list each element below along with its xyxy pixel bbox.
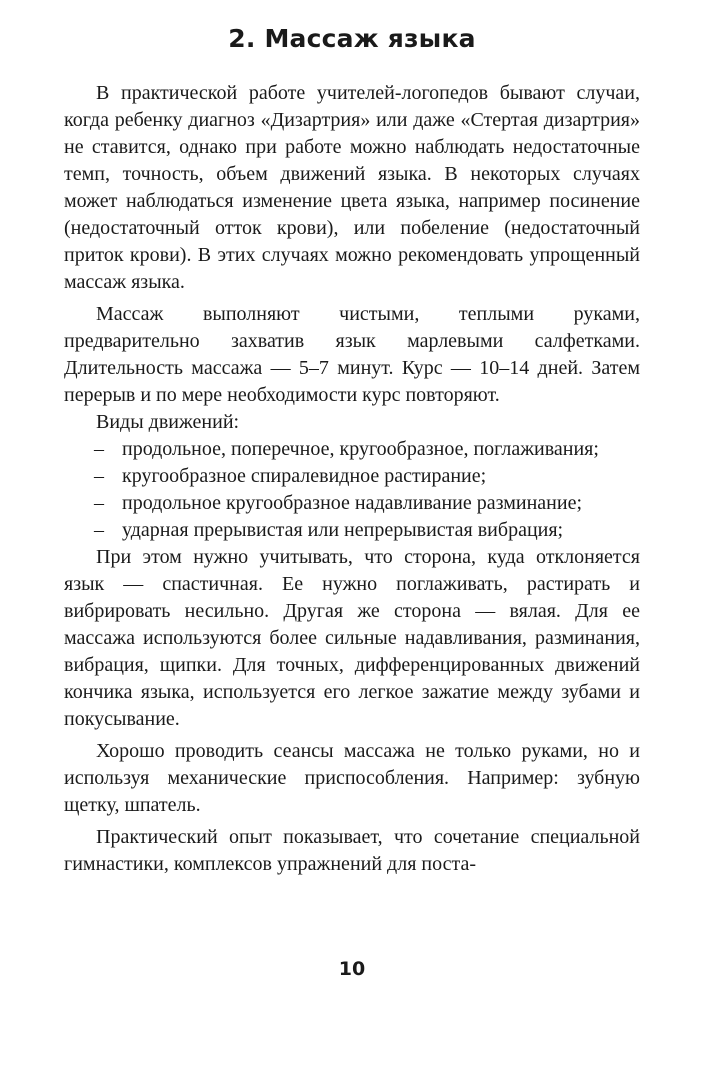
bullet-dash: – — [94, 519, 104, 541]
section-title: 2. Массаж языка — [228, 24, 476, 53]
list-item — [64, 517, 640, 544]
bullet-dash: – — [94, 438, 104, 460]
paragraph-tools: Хорошо проводить сеансы массажа не только руками, но и используя механические приспособления. Например: зубную щетку, шпатель. — [64, 740, 640, 816]
movements-list — [64, 436, 640, 544]
list-item-text: продольное кругообразное надавливание разминание; — [122, 492, 583, 514]
paragraph-massage-method: Массаж выполняют чистыми, теплыми руками, предварительно захватив язык марлевыми салфетками. Длительность массажа — 5–7 минут. Курс — 10–14 дней. Затем перерыв и по мере необходимости курс повторяют. — [64, 303, 640, 406]
list-item-text: продольное, поперечное, кругообразное, поглаживания; — [122, 438, 599, 460]
page-number: 10 — [338, 958, 366, 980]
movements-label: Виды движений: — [96, 411, 240, 433]
list-item — [64, 436, 640, 463]
paragraph-practice: Практический опыт показывает, что сочетание специальной гимнастики, комплексов упражнений для поста- — [64, 826, 640, 875]
bullet-dash: – — [94, 465, 104, 487]
paragraph-intro: В практической работе учителей-логопедов бывают случаи, когда ребенку диагноз «Дизартрия» или даже «Стертая дизартрия» не ставится, однако при работе можно наблюдать недостаточные темп, точность, объем движений языка. В некоторых случаях может наблюдаться изменение цвета языка, например посинение (недостаточный отток крови), или побеление (недостаточный приток крови). В этих случаях можно рекомендовать упрощенный массаж языка. — [64, 82, 640, 293]
list-item — [64, 490, 640, 517]
bullet-dash: – — [94, 492, 104, 514]
list-item — [64, 463, 640, 490]
list-item-text: кругообразное спиралевидное растирание; — [122, 465, 487, 487]
list-item-text: ударная прерывистая или непрерывистая вибрация; — [122, 519, 564, 541]
section-body — [64, 80, 640, 878]
paragraph-sides: При этом нужно учитывать, что сторона, куда отклоняется язык — спастичная. Ее нужно поглаживать, растирать и вибрировать несильно. Другая же сторона — вялая. Для ее массажа используются более сильные надавливания, разминания, вибрация, щипки. Для точных, дифференцированных движений кончика языка, используется его легкое зажатие между зубами и покусывание. — [64, 546, 640, 730]
